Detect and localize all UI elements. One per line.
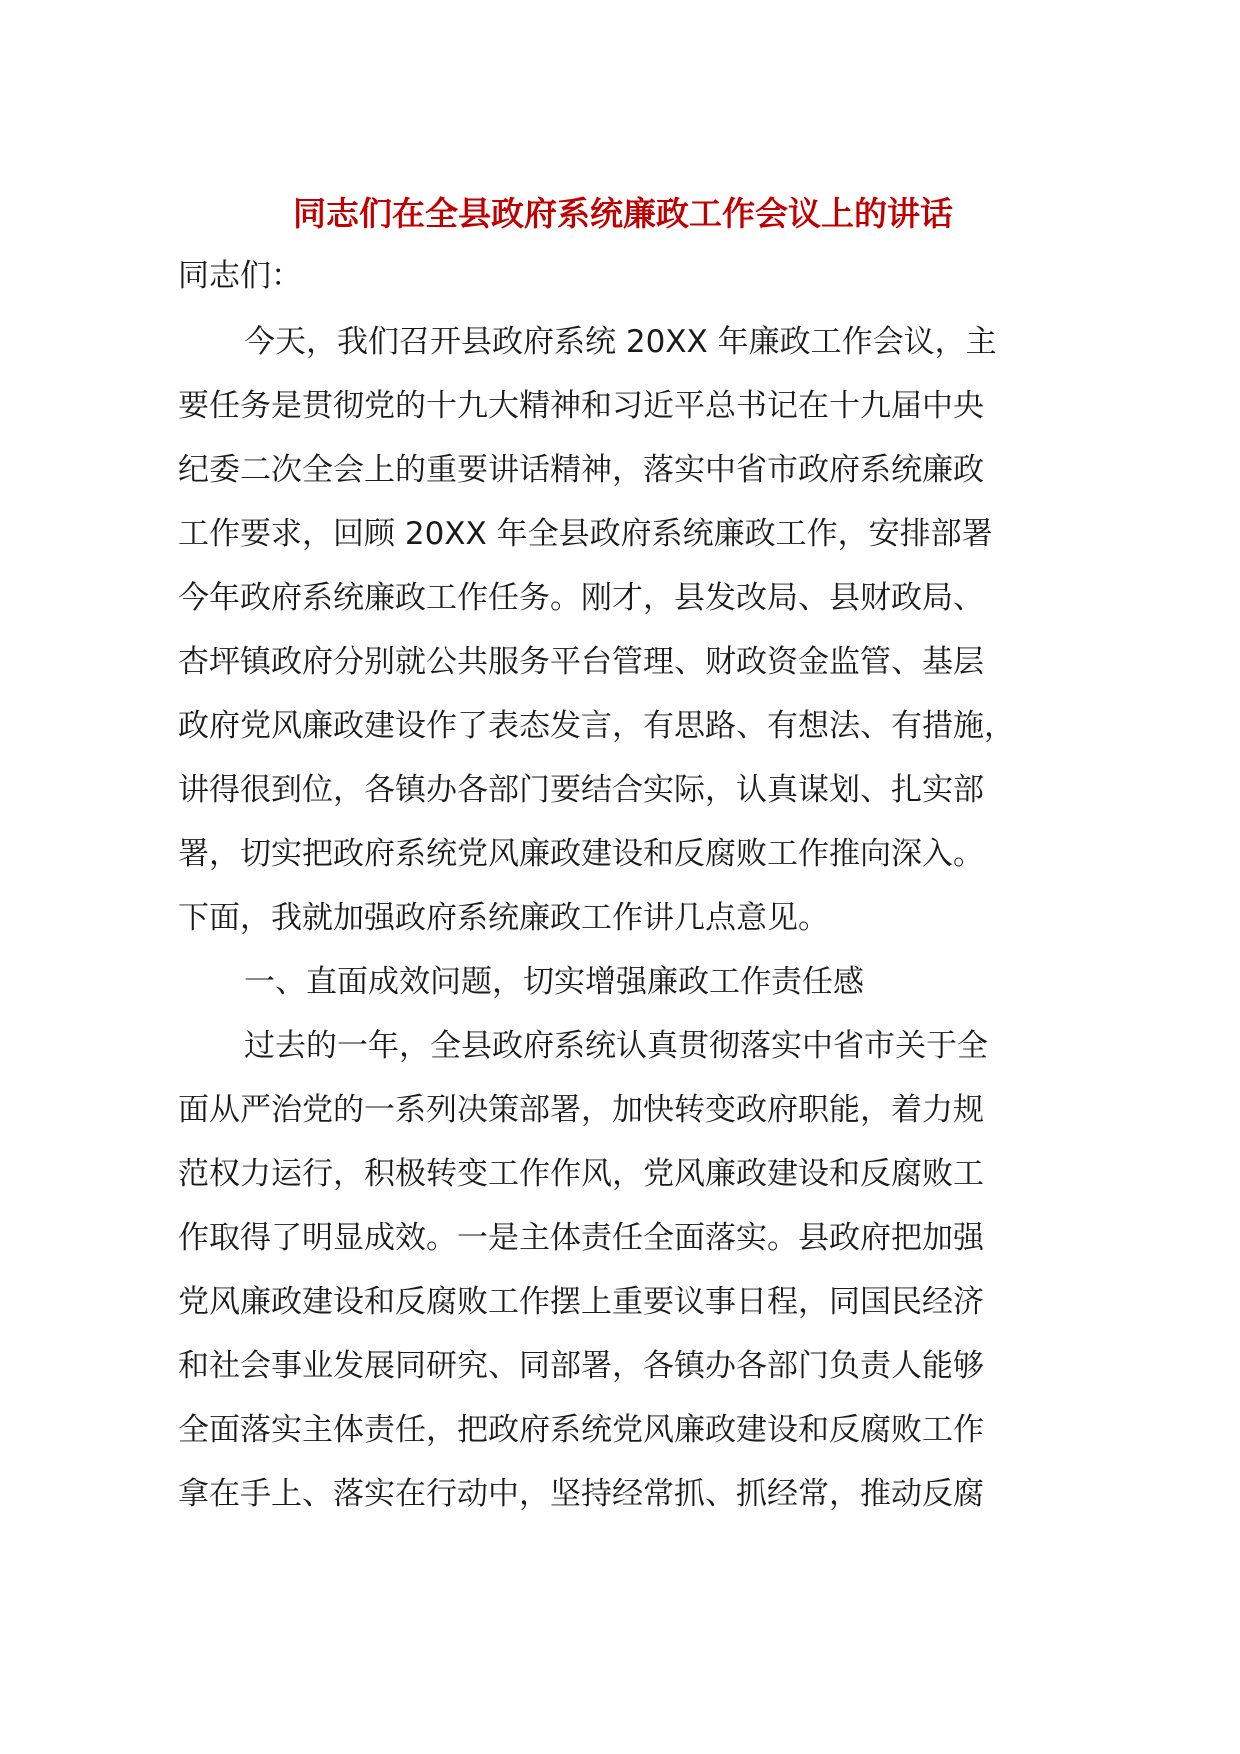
text-line: 工作要求，回顾 20XX 年全县政府系统廉政工作，安排部署 (178, 516, 993, 552)
text-line: 纪委二次全会上的重要讲话精神，落实中省市政府系统廉政 (178, 452, 984, 488)
text-line: 政府党风廉政建设作了表态发言，有思路、有想法、有措施， (178, 708, 1015, 744)
text-line: 和社会事业发展同研究、同部署，各镇办各部门负责人能够 (178, 1348, 984, 1384)
text-line: 拿在手上、落实在行动中，坚持经常抓、抓经常，推动反腐 (178, 1476, 984, 1512)
salutation: 同志们： (178, 258, 302, 294)
section-heading: 一、直面成效问题，切实增强廉政工作责任感 (244, 964, 864, 1000)
text-line: 杏坪镇政府分别就公共服务平台管理、财政资金监管、基层 (178, 644, 984, 680)
text-line: 党风廉政建设和反腐败工作摆上重要议事日程，同国民经济 (178, 1284, 984, 1320)
text-line: 作取得了明显成效。一是主体责任全面落实。县政府把加强 (178, 1220, 984, 1256)
text-line: 范权力运行，积极转变工作作风，党风廉政建设和反腐败工 (178, 1156, 984, 1192)
text-line: 讲得很到位，各镇办各部门要结合实际，认真谋划、扎实部 (178, 772, 984, 808)
text-line: 全面落实主体责任，把政府系统党风廉政建设和反腐败工作 (178, 1412, 984, 1448)
text-line: 下面，我就加强政府系统廉政工作讲几点意见。 (178, 900, 829, 936)
document-title: 同志们在全县政府系统廉政工作会议上的讲话 (293, 194, 953, 233)
text-line: 要任务是贯彻党的十九大精神和习近平总书记在十九届中央 (178, 388, 984, 424)
text-line: 今天，我们召开县政府系统 20XX 年廉政工作会议，主 (244, 324, 997, 360)
text-line: 面从严治党的一系列决策部署，加快转变政府职能，着力规 (178, 1092, 984, 1128)
text-line: 过去的一年，全县政府系统认真贯彻落实中省市关于全 (244, 1028, 988, 1064)
text-line: 署，切实把政府系统党风廉政建设和反腐败工作推向深入。 (178, 836, 984, 872)
text-line: 今年政府系统廉政工作任务。刚才，县发改局、县财政局、 (178, 580, 984, 616)
